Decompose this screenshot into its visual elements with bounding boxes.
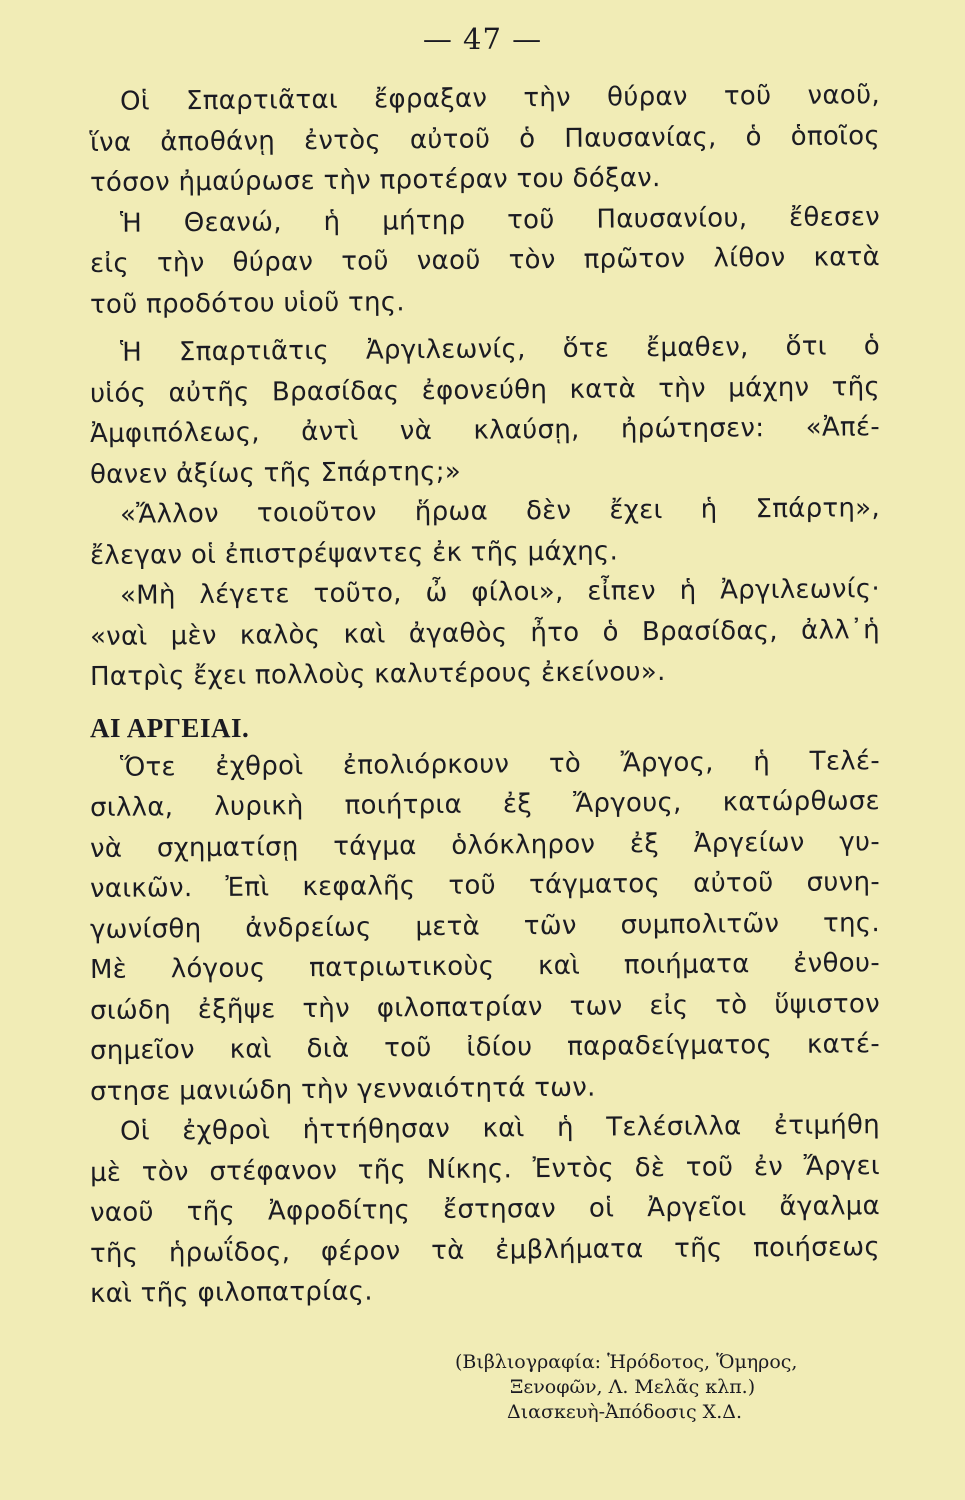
text-line: μὲ τὸν στέφανον τῆς Νίκης. Ἐντὸς δὲ τοῦ ἐν Ἄργει bbox=[89, 1150, 881, 1188]
bibliography-line: (Βιβλιογραφία: Ἡρόδοτος, Ὅμηρος, bbox=[455, 1351, 798, 1373]
text-line: τόσον ἠμαύρωσε τὴν προτέραν του δόξαν. bbox=[89, 163, 661, 198]
text-line: Οἱ Σπαρτιᾶται ἔφραξαν τὴν θύραν τοῦ ναοῦ, bbox=[119, 80, 881, 117]
section-heading: ΑΙ ΑΡΓΕΙΑΙ. bbox=[90, 712, 250, 743]
body-text bbox=[90, 82, 880, 1315]
paragraph-telesilla bbox=[89, 745, 881, 1113]
paragraph-hero bbox=[90, 495, 880, 576]
paragraph-argileonis bbox=[90, 333, 880, 495]
text-line: Ἡ Σπαρτιᾶτις Ἀργιλεωνίς, ὅτε ἔμαθεν, ὅτι ὁ bbox=[119, 331, 881, 368]
text-line: στησε μανιώδη τὴν γενναιότητά των. bbox=[89, 1072, 596, 1107]
text-line: σημεῖον καὶ διὰ τοῦ ἰδίου παραδείγματος κατέ- bbox=[89, 1029, 881, 1066]
text-line: καὶ τῆς φιλοπατρίας. bbox=[89, 1276, 373, 1309]
paragraph-reply bbox=[90, 576, 880, 698]
page-number: — 47 — bbox=[422, 22, 543, 56]
text-line: Ἡ Θεανώ, ἡ μήτηρ τοῦ Παυσανίου, ἔθεσεν bbox=[119, 201, 881, 239]
paragraph-pausanias bbox=[90, 82, 880, 204]
text-line: «Μὴ λέγετε τοῦτο, ὦ φίλοι», εἶπεν ἡ Ἀργιλεωνίς· bbox=[119, 574, 881, 611]
text-line: σιλλα, λυρικὴ ποιήτρια ἐξ Ἄργους, κατώρθωσε bbox=[89, 786, 881, 823]
text-line: «ναὶ μὲν καλὸς καὶ ἀγαθὸς ἦτο ὁ Βρασίδας, ἀλλ᾿ἡ bbox=[89, 614, 881, 652]
text-line: Ἀμφιπόλεως, ἀντὶ νὰ κλαύσῃ, ἠρώτησεν: «Ἀπέ- bbox=[89, 412, 881, 449]
text-line: τοῦ προδότου υἱοῦ της. bbox=[89, 286, 406, 320]
text-line: ναικῶν. Ἐπὶ κεφαλῆς τοῦ τάγματος αὐτοῦ συνη- bbox=[89, 867, 881, 904]
text-line: εἰς τὴν θύραν τοῦ ναοῦ τὸν πρῶτον λίθον κατὰ bbox=[89, 242, 881, 279]
bibliography-note bbox=[455, 1350, 885, 1425]
text-line: υἱός αὐτῆς Βρασίδας ἐφονεύθη κατὰ τὴν μάχην τῆς bbox=[89, 371, 881, 409]
text-line: ἵνα ἀποθάνῃ ἐντὸς αὐτοῦ ὁ Παυσανίας, ὁ ὁποῖος bbox=[89, 120, 881, 158]
bibliography-line: Ξενοφῶν, Λ. Μελᾶς κλπ.) bbox=[510, 1376, 756, 1398]
paragraph-theano bbox=[89, 201, 881, 326]
bibliography-line: Διασκευὴ-Ἀπόδοσις Χ.Δ. bbox=[507, 1401, 742, 1423]
text-line: θανεν ἀξίως τῆς Σπάρτης;» bbox=[89, 456, 462, 490]
text-line: γωνίσθη ἀνδρείως μετὰ τῶν συμπολιτῶν της. bbox=[89, 907, 881, 945]
text-line: «Ἄλλον τοιοῦτον ἥρωα δὲν ἔχει ἡ Σπάρτη», bbox=[119, 493, 881, 530]
text-line: ἔλεγαν οἱ ἐπιστρέψαντες ἐκ τῆς μάχης. bbox=[89, 535, 619, 571]
text-line: Οἱ ἐχθροὶ ἡττήθησαν καὶ ἡ Τελέσιλλα ἐτιμήθη bbox=[119, 1110, 881, 1147]
paragraph-victory bbox=[90, 1112, 880, 1315]
text-line: τῆς ἡρωΐδος, φέρον τὰ ἐμβλήματα τῆς ποιήσεως bbox=[89, 1231, 881, 1269]
text-line: Μὲ λόγους πατριωτικοὺς καὶ ποιήματα ἐνθου- bbox=[89, 948, 881, 985]
text-line: ναοῦ τῆς Ἀφροδίτης ἔστησαν οἱ Ἀργεῖοι ἄγαλμα bbox=[89, 1191, 881, 1228]
text-line: σιώδη ἐξῆψε τὴν φιλοπατρίαν των εἰς τὸ ὕψιστον bbox=[89, 988, 881, 1026]
text-line: Ὅτε ἐχθροὶ ἐπολιόρκουν τὸ Ἄργος, ἡ Τελέ- bbox=[119, 745, 881, 783]
text-line: νὰ σχηματίσῃ τάγμα ὁλόκληρον ἐξ Ἀργείων γυ- bbox=[89, 826, 881, 864]
text-line: Πατρὶς ἔχει πολλοὺς καλυτέρους ἐκείνου». bbox=[89, 656, 666, 692]
